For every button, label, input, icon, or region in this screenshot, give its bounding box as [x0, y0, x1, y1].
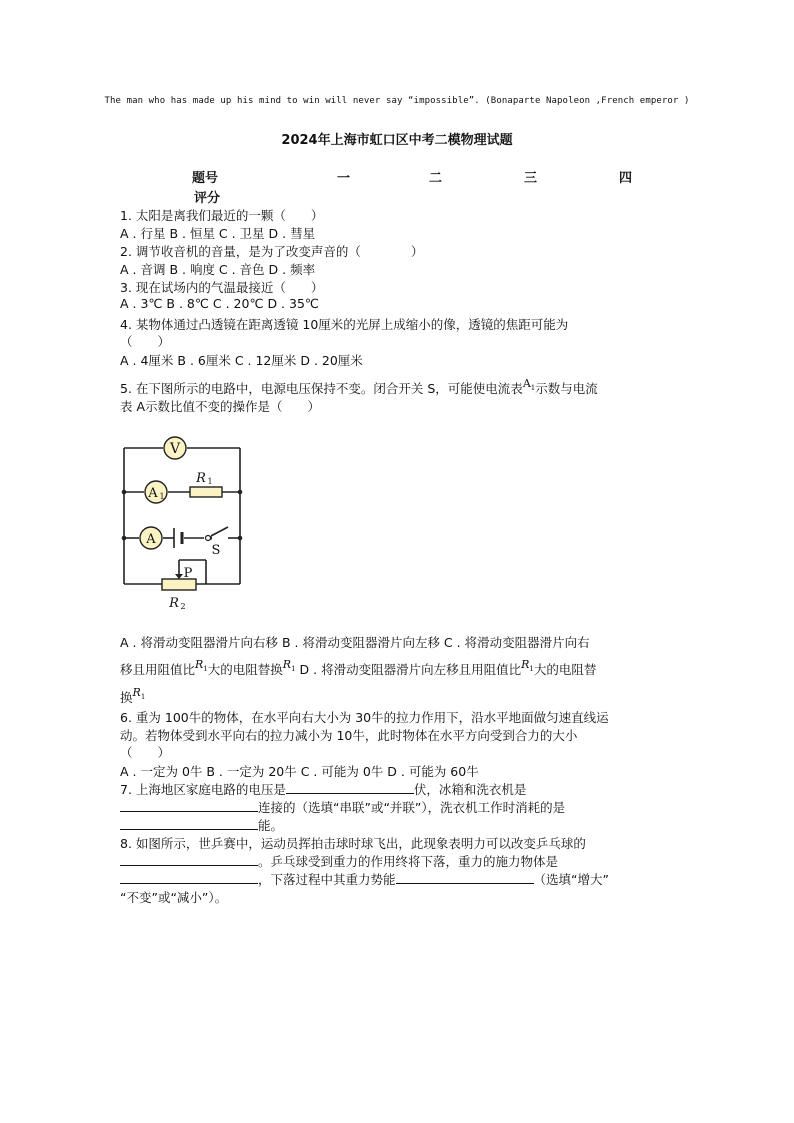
- score-table-col-4: 四: [619, 171, 633, 186]
- q8-text-b: ，下落过程中其重力势能: [258, 872, 396, 887]
- score-table-question-label: 题号: [192, 171, 219, 186]
- q7-text-d: 能。: [258, 818, 284, 833]
- q8-text-a: 。乒乓球受到重力的作用终将下落，重力的施力物体是: [258, 854, 559, 869]
- q7-text-c: 连接的（选填“串联”或“并联”），洗衣机工作时消耗的是: [258, 800, 566, 815]
- q7-line-3: [120, 816, 283, 834]
- circuit-diagram: [112, 432, 252, 614]
- q7-blank-energy[interactable]: [120, 817, 258, 830]
- r1-label: R: [196, 471, 206, 486]
- q5-options-line-1: A . 将滑动变阻器滑片向右移 B . 将滑动变阻器滑片向左移 C . 将滑动变阻器滑片向右: [120, 635, 590, 650]
- q5-opt-part-e: 换: [120, 690, 133, 705]
- r1-symbol: $R_1$: [195, 658, 208, 674]
- score-table-col-2: 二: [429, 171, 443, 186]
- q6-stem-cont: 动。若物体受到水平向右的拉力减小为 10牛，此时物体在水平方向受到合力的大小: [120, 728, 578, 743]
- q5-options-line-2: [120, 660, 596, 679]
- q6-stem-paren: （ ）: [120, 745, 171, 760]
- ammeter-a1-symbol: $A_1$: [522, 377, 536, 393]
- r1-symbol: $R_1$: [282, 658, 296, 674]
- q8-line-2: [120, 852, 558, 870]
- q3-stem: 3. 现在试场内的气温最接近（ ）: [120, 280, 324, 295]
- q6-options: A . 一定为 0牛 B . 一定为 20牛 C . 可能为 0牛 D . 可能为 60牛: [120, 764, 479, 779]
- q3-options: A . 3℃ B . 8℃ C . 20℃ D . 35℃: [120, 296, 319, 311]
- r1-symbol: $R_1$: [132, 686, 146, 702]
- r2-label: R: [169, 596, 179, 611]
- q5-opt-part-c: D . 将滑动变阻器滑片向左移且用阻值比: [299, 662, 522, 677]
- q5-opt-part-b: 大的电阻替换: [207, 662, 283, 677]
- q8-line-3: [120, 870, 609, 888]
- q4-stem-cont: （ ）: [120, 334, 171, 349]
- q5-stem-cont: 表 A示数比值不变的操作是（ ）: [120, 399, 321, 414]
- q8-text-c: （选填“增大”: [533, 872, 609, 887]
- q1-stem: 1. 太阳是离我们最近的一颗（ ）: [120, 208, 324, 223]
- q5-stem-part-a: 5. 在下图所示的电路中，电源电压保持不变。闭合开关 S，可能使电流表: [120, 381, 523, 396]
- score-table-col-3: 三: [524, 171, 538, 186]
- q7-blank-voltage[interactable]: [286, 781, 414, 794]
- q7-line-1: [120, 780, 526, 798]
- q8-blank-force-source[interactable]: [120, 871, 258, 884]
- q8-line-4: “不变”或“减小”）。: [120, 890, 228, 905]
- switch-contact: [206, 536, 211, 541]
- q8-blank-motion[interactable]: [120, 853, 258, 866]
- motto-quote: The man who has made up his mind to win will never say “impossible”. (Bonaparte Napoleon ,French emperor ): [104, 96, 690, 106]
- ammeter-a1-label: A: [148, 486, 158, 501]
- q8-line-1: 8. 如图所示，世乒赛中，运动员挥拍击球时球飞出，此现象表明力可以改变乒乓球的: [120, 836, 586, 851]
- q2-options: A . 音调 B . 响度 C . 音色 D . 频率: [120, 262, 316, 277]
- slider-label: P: [183, 566, 193, 581]
- q4-options: A . 4厘米 B . 6厘米 C . 12厘米 D . 20厘米: [120, 353, 363, 368]
- q6-stem: 6. 重为 100牛的物体，在水平向右大小为 30牛的拉力作用下，沿水平地面做匀速直线运: [120, 710, 609, 725]
- switch-label: S: [211, 543, 221, 558]
- ammeter-a1-subscript: 1: [159, 492, 165, 501]
- resistor-r1: [190, 487, 222, 497]
- q5-stem-part-b: 示数与电流: [535, 381, 598, 396]
- voltmeter-label: V: [169, 441, 181, 457]
- q5-opt-part-d: 大的电阻替: [533, 662, 597, 677]
- q7-line-2: [120, 798, 565, 816]
- q7-blank-connection[interactable]: [120, 799, 258, 812]
- q1-options: A . 行星 B . 恒星 C . 卫星 D . 彗星: [120, 226, 316, 241]
- q5-options-line-3: [120, 688, 145, 707]
- slider-arrow-icon: [175, 574, 183, 579]
- q5-stem: [120, 379, 598, 398]
- score-table-col-1: 一: [337, 171, 351, 186]
- q7-text-a: 7. 上海地区家庭电路的电压是: [120, 782, 286, 797]
- q8-blank-potential-energy[interactable]: [396, 871, 534, 884]
- r2-subscript: 2: [180, 602, 186, 611]
- ammeter-a-label: A: [146, 532, 156, 547]
- score-table-score-label: 评分: [194, 191, 221, 206]
- q2-stem: 2. 调节收音机的音量，是为了改变声音的（ ）: [120, 244, 424, 259]
- q5-opt-part-a: 移且用阻值比: [120, 662, 196, 677]
- q4-stem: 4. 某物体通过凸透镜在距离透镜 10厘米的光屏上成缩小的像，透镜的焦距可能为: [120, 317, 569, 332]
- page-title: 2024年上海市虹口区中考二模物理试题: [281, 133, 513, 148]
- q7-text-b: 伏，冰箱和洗衣机是: [413, 782, 527, 797]
- r1-symbol: $R_1$: [521, 658, 534, 674]
- r1-subscript: 1: [207, 477, 213, 486]
